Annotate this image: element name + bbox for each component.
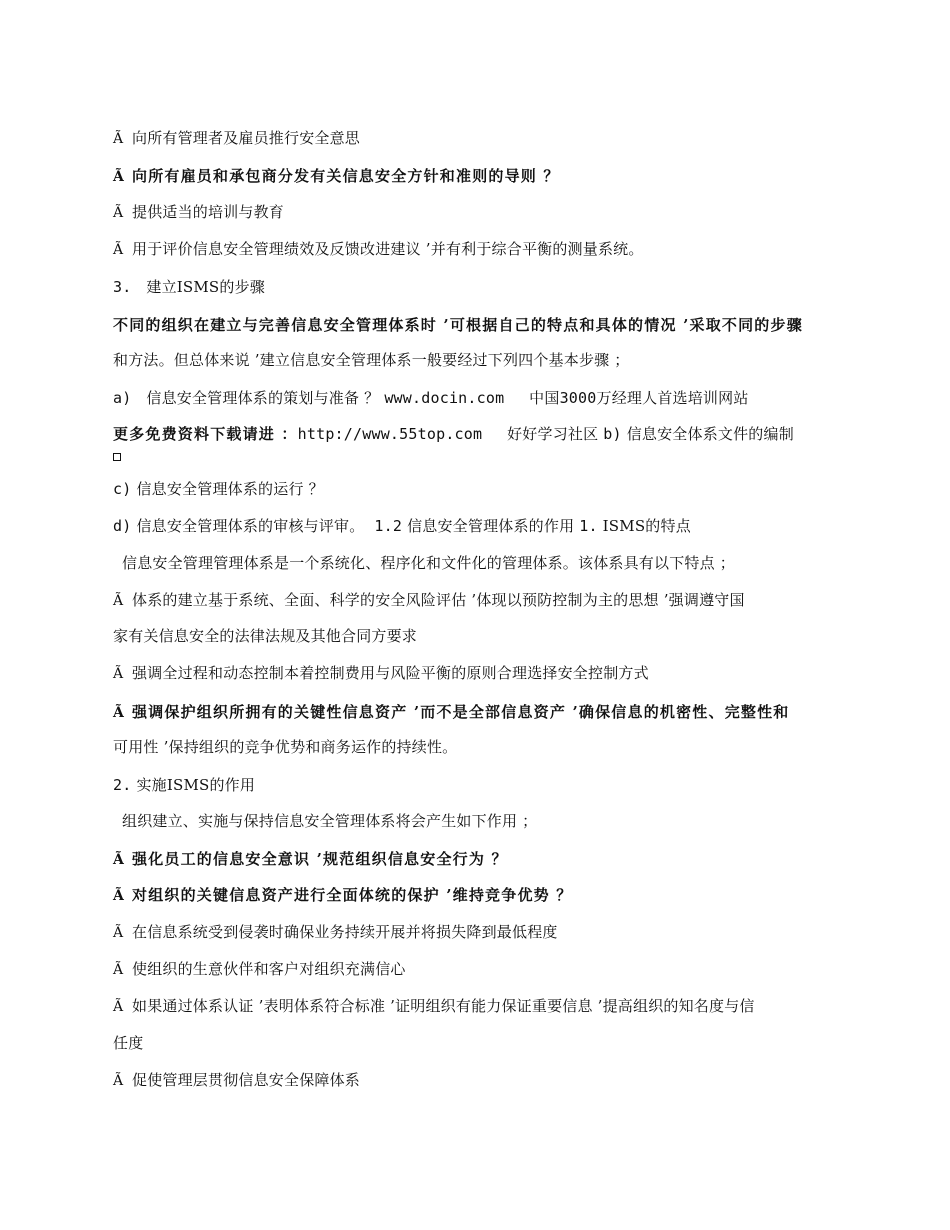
bullet-glyph: Ã [113, 888, 126, 904]
section-number: 3. [113, 278, 132, 296]
step-text: 信息安全体系文件的编制 [626, 425, 794, 443]
section-number: 1. [579, 517, 598, 535]
bullet-glyph: Ã [113, 242, 124, 258]
bullet-glyph: Ã [113, 852, 126, 868]
line-text: 用于评价信息安全管理绩效及反馈改进建议 ’并有利于综合平衡的测量系统。 [132, 240, 644, 258]
bullet-glyph: Ã [113, 999, 124, 1015]
line-text: 和方法。但总体来说 ’建立信息安全管理体系一般要经过下列四个基本步骤 ； [113, 351, 630, 369]
bullet-line [113, 202, 284, 223]
section-heading [113, 277, 265, 297]
line-text: 可用性 ’保持组织的竞争优势和商务运作的持续性。 [113, 738, 458, 756]
step-marker: b) [603, 425, 622, 443]
section-title: 实施ISMS的作用 [136, 776, 256, 794]
square-glyph-icon [113, 453, 121, 461]
step-marker: c) [113, 480, 132, 498]
ad-text: 中国 [529, 389, 560, 407]
step-line [113, 516, 691, 536]
paragraph-line [113, 737, 457, 757]
bullet-line [113, 1070, 360, 1091]
paragraph-line [113, 626, 417, 646]
line-text: 强调全过程和动态控制本着控制费用与风险平衡的原则合理选择安全控制方式 [132, 664, 649, 682]
line-text: 向所有雇员和承包商分发有关信息安全方针和准则的导则 ？ [132, 167, 560, 185]
bullet-glyph: Ã [113, 1073, 124, 1089]
bullet-line [113, 239, 644, 260]
section-number: 1.2 [374, 517, 403, 535]
bullet-glyph: Ã [113, 705, 126, 721]
bullet-glyph: Ã [113, 925, 124, 941]
paragraph-line [122, 553, 735, 573]
line-text: 如果通过体系认证 ’表明体系符合标准 ’证明组织有能力保证重要信息 ’提高组织的知名度与信 [132, 997, 755, 1015]
step-marker: d) [113, 517, 132, 535]
line-text: 任度 [113, 1034, 144, 1052]
url-link[interactable]: www.docin.com [384, 389, 505, 407]
paragraph-line [122, 811, 537, 831]
bullet-glyph: Ã [113, 169, 126, 185]
step-line [113, 388, 749, 408]
bullet-line [113, 166, 560, 187]
step-marker: a) [113, 389, 132, 407]
line-text: 家有关信息安全的法律法规及其他合同方要求 [113, 627, 418, 645]
community-text: 好好学习社区 [507, 425, 599, 443]
bullet-line [113, 996, 755, 1017]
bullet-glyph: Ã [113, 666, 124, 682]
section-title: 信息安全管理体系的作用 [407, 517, 575, 535]
bullet-line [113, 663, 649, 684]
line-text: 对组织的关键信息资产进行全面体统的保护 ’维持竞争优势 ？ [132, 886, 573, 904]
bullet-line [113, 922, 558, 943]
step-text: 信息安全管理体系的策划与准备 ？ [146, 389, 380, 407]
url-link[interactable]: http://www.55top.com [297, 425, 483, 443]
bullet-line [113, 590, 745, 611]
step-text: 信息安全管理体系的运行 ？ [136, 480, 324, 498]
bullet-glyph: Ã [113, 205, 124, 221]
bullet-glyph: Ã [113, 131, 124, 147]
section-number: 2. [113, 776, 132, 794]
bullet-glyph: Ã [113, 593, 124, 609]
paragraph-line [113, 350, 630, 370]
download-text: 更多免费资料下载请进 ： [113, 425, 298, 443]
step-text: 信息安全管理体系的审核与评审。 [136, 517, 365, 535]
bullet-line [113, 959, 406, 980]
line-text: 强化员工的信息安全意识 ’规范组织信息安全行为 ？ [132, 850, 508, 868]
line-text: 不同的组织在建立与完善信息安全管理体系时 ’可根据自己的特点和具体的情况 ’采取不同的步骤 [113, 316, 803, 334]
bullet-glyph: Ã [113, 962, 124, 978]
line-text: 信息安全管理管理体系是一个系统化、程序化和文件化的管理体系。该体系具有以下特点 ； [122, 554, 735, 572]
step-line [113, 479, 324, 499]
line-text: 组织建立、实施与保持信息安全管理体系将会产生如下作用 ； [122, 812, 538, 830]
bullet-line [113, 885, 572, 906]
line-text: 体系的建立基于系统、全面、科学的安全风险评估 ’体现以预防控制为主的思想 ’强调遵守国 [132, 591, 745, 609]
step-line [113, 424, 794, 444]
section-heading [113, 775, 255, 795]
paragraph-line [113, 315, 803, 335]
paragraph-line [113, 1033, 143, 1053]
bullet-line [113, 849, 508, 870]
line-text: 提供适当的培训与教育 [132, 203, 285, 221]
line-text: 使组织的生意伙伴和客户对组织充满信心 [132, 960, 406, 978]
line-text: 在信息系统受到侵袭时确保业务持续开展并将损失降到最低程度 [132, 923, 558, 941]
section-title: ISMS的特点 [602, 517, 691, 535]
ad-text: 万经理人首选培训网站 [596, 389, 749, 407]
line-text: 强调保护组织所拥有的关键性信息资产 ’而不是全部信息资产 ’确保信息的机密性、完整性和 [132, 703, 790, 721]
bullet-line [113, 702, 790, 723]
section-title: 建立ISMS的步骤 [146, 278, 266, 296]
line-text: 促使管理层贯彻信息安全保障体系 [132, 1071, 361, 1089]
square-glyph-line [113, 446, 121, 466]
bullet-line [113, 128, 360, 149]
line-text: 向所有管理者及雇员推行安全意思 [132, 129, 361, 147]
ad-number: 3000 [559, 389, 597, 407]
